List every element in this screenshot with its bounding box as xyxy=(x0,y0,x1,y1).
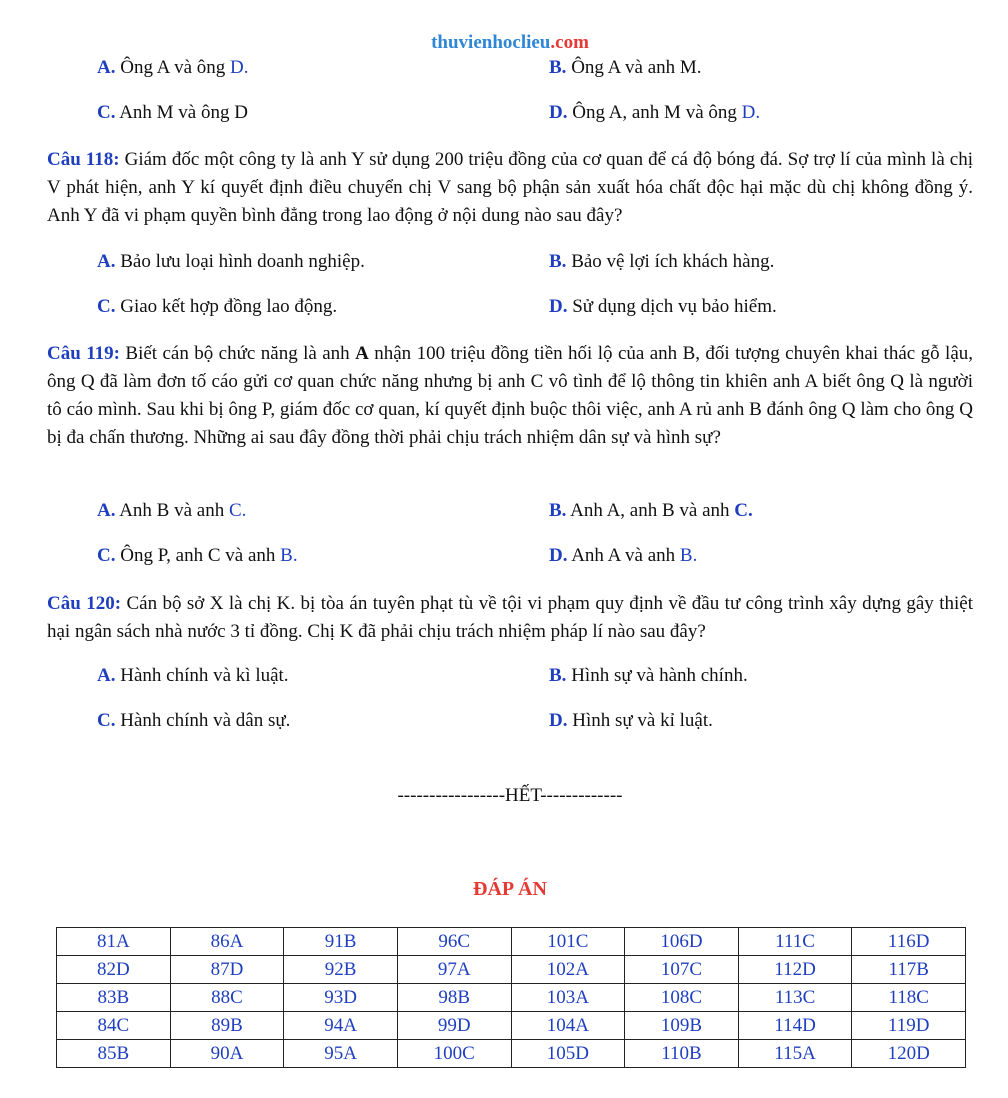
answer-cell: 83B xyxy=(57,984,171,1012)
question-119: Câu 119: Biết cán bộ chức năng là anh A nhận 100 triệu đồng tiền hối lộ của anh B, đối tượng chuyên khai thác gỗ lậu, ông Q đã làm đơn tố cáo gửi cơ quan chức năng nhưng bị anh C vô tình để lộ thông tin khiên anh A biết ông Q là người tô cáo mình. Sau khi bị ông P, giám đốc cơ quan, kí quyết định buộc thôi việc, anh A rủ anh B đánh ông Q làm cho ông Q bị đa chấn thương. Những ai sau đây đồng thời phải chịu trách nhiệm dân sự và hình sự? xyxy=(47,343,973,448)
answer-cell: 86A xyxy=(170,928,284,956)
q117-option-c: C. Anh M và ông D xyxy=(97,102,248,123)
end-marker: -----------------HẾT------------- xyxy=(397,785,623,806)
q118-option-b: B. Bảo vệ lợi ích khách hàng. xyxy=(549,251,775,272)
q118-option-d: D. Sử dụng dịch vụ bảo hiểm. xyxy=(549,296,777,317)
answer-cell: 116D xyxy=(852,928,966,956)
answer-key-table xyxy=(56,927,966,1068)
question-119-number: Câu 119: xyxy=(47,343,120,364)
answer-cell: 98B xyxy=(397,984,511,1012)
answer-cell: 87D xyxy=(170,956,284,984)
answer-cell: 89B xyxy=(170,1012,284,1040)
answer-cell: 95A xyxy=(284,1040,398,1068)
q118-option-c: C. Giao kết hợp đồng lao động. xyxy=(97,296,338,317)
answer-cell: 91B xyxy=(284,928,398,956)
answer-cell: 88C xyxy=(170,984,284,1012)
answer-cell: 92B xyxy=(284,956,398,984)
question-118-number: Câu 118: xyxy=(47,149,120,170)
answer-cell: 120D xyxy=(852,1040,966,1068)
answer-cell: 114D xyxy=(738,1012,852,1040)
answer-cell: 93D xyxy=(284,984,398,1012)
question-118 xyxy=(47,146,973,230)
q119-option-b: B. Anh A, anh B và anh C. xyxy=(549,500,753,521)
answer-cell: 85B xyxy=(57,1040,171,1068)
q120-option-d: D. Hình sự và kỉ luật. xyxy=(549,710,713,731)
q119-option-c: C. Ông P, anh C và anh B. xyxy=(97,545,298,566)
answer-key-title: ĐÁP ÁN xyxy=(473,878,547,900)
answer-cell: 97A xyxy=(397,956,511,984)
answer-cell: 81A xyxy=(57,928,171,956)
table-row xyxy=(57,928,966,956)
answer-cell: 99D xyxy=(397,1012,511,1040)
answer-cell: 108C xyxy=(625,984,739,1012)
answer-cell: 119D xyxy=(852,1012,966,1040)
question-120-number: Câu 120: xyxy=(47,593,122,614)
table-row xyxy=(57,984,966,1012)
watermark-name: thuvienhoclieu xyxy=(431,32,551,53)
table-row xyxy=(57,1012,966,1040)
answer-cell: 96C xyxy=(397,928,511,956)
answer-cell: 94A xyxy=(284,1012,398,1040)
q120-option-a: A. Hành chính và kì luật. xyxy=(97,665,289,686)
answer-cell: 110B xyxy=(625,1040,739,1068)
answer-cell: 118C xyxy=(852,984,966,1012)
q117-option-d: D. Ông A, anh M và ông D. xyxy=(549,102,761,123)
answer-cell: 112D xyxy=(738,956,852,984)
table-row xyxy=(57,1040,966,1068)
question-118-text: Giám đốc một công ty là anh Y sử dụng 200 triệu đồng của cơ quan để cá độ bóng đá. Sợ trợ lí của mình là chị V phát hiện, anh Y kí quyết định điều chuyển chị V sang bộ phận sản xuất hóa chất độc hại mặc dù chị không đồng ý. Anh Y đã vi phạm quyền bình đẳng trong lao động ở nội dung nào sau đây? xyxy=(47,149,973,226)
answer-cell: 111C xyxy=(738,928,852,956)
q120-option-b: B. Hình sự và hành chính. xyxy=(549,665,748,686)
answer-cell: 113C xyxy=(738,984,852,1012)
question-120-text: Cán bộ sở X là chị K. bị tòa án tuyên phạt tù về tội vi phạm quy định về đầu tư công trình xây dựng gây thiệt hại ngân sách nhà nước 3 tỉ đồng. Chị K đã phải chịu trách nhiệm pháp lí nào sau đây? xyxy=(47,593,973,642)
q117-option-a: A. Ông A và ông D. xyxy=(97,57,249,78)
answer-cell: 115A xyxy=(738,1040,852,1068)
q117-option-b: B. Ông A và anh M. xyxy=(549,57,702,78)
answer-cell: 117B xyxy=(852,956,966,984)
answer-cell: 82D xyxy=(57,956,171,984)
answer-cell: 106D xyxy=(625,928,739,956)
question-120 xyxy=(47,590,973,646)
answer-cell: 109B xyxy=(625,1012,739,1040)
answer-cell: 105D xyxy=(511,1040,625,1068)
q118-option-a: A. Bảo lưu loại hình doanh nghiệp. xyxy=(97,251,365,272)
q119-option-d: D. Anh A và anh B. xyxy=(549,545,698,566)
table-row xyxy=(57,956,966,984)
q119-option-a: A. Anh B và anh C. xyxy=(97,500,247,521)
watermark-domain: .com xyxy=(550,32,589,53)
site-watermark xyxy=(0,32,1008,54)
answer-cell: 101C xyxy=(511,928,625,956)
answer-cell: 90A xyxy=(170,1040,284,1068)
answer-cell: 102A xyxy=(511,956,625,984)
answer-cell: 103A xyxy=(511,984,625,1012)
answer-cell: 100C xyxy=(397,1040,511,1068)
answer-cell: 84C xyxy=(57,1012,171,1040)
q120-option-c: C. Hành chính và dân sự. xyxy=(97,710,291,731)
answer-cell: 104A xyxy=(511,1012,625,1040)
answer-cell: 107C xyxy=(625,956,739,984)
